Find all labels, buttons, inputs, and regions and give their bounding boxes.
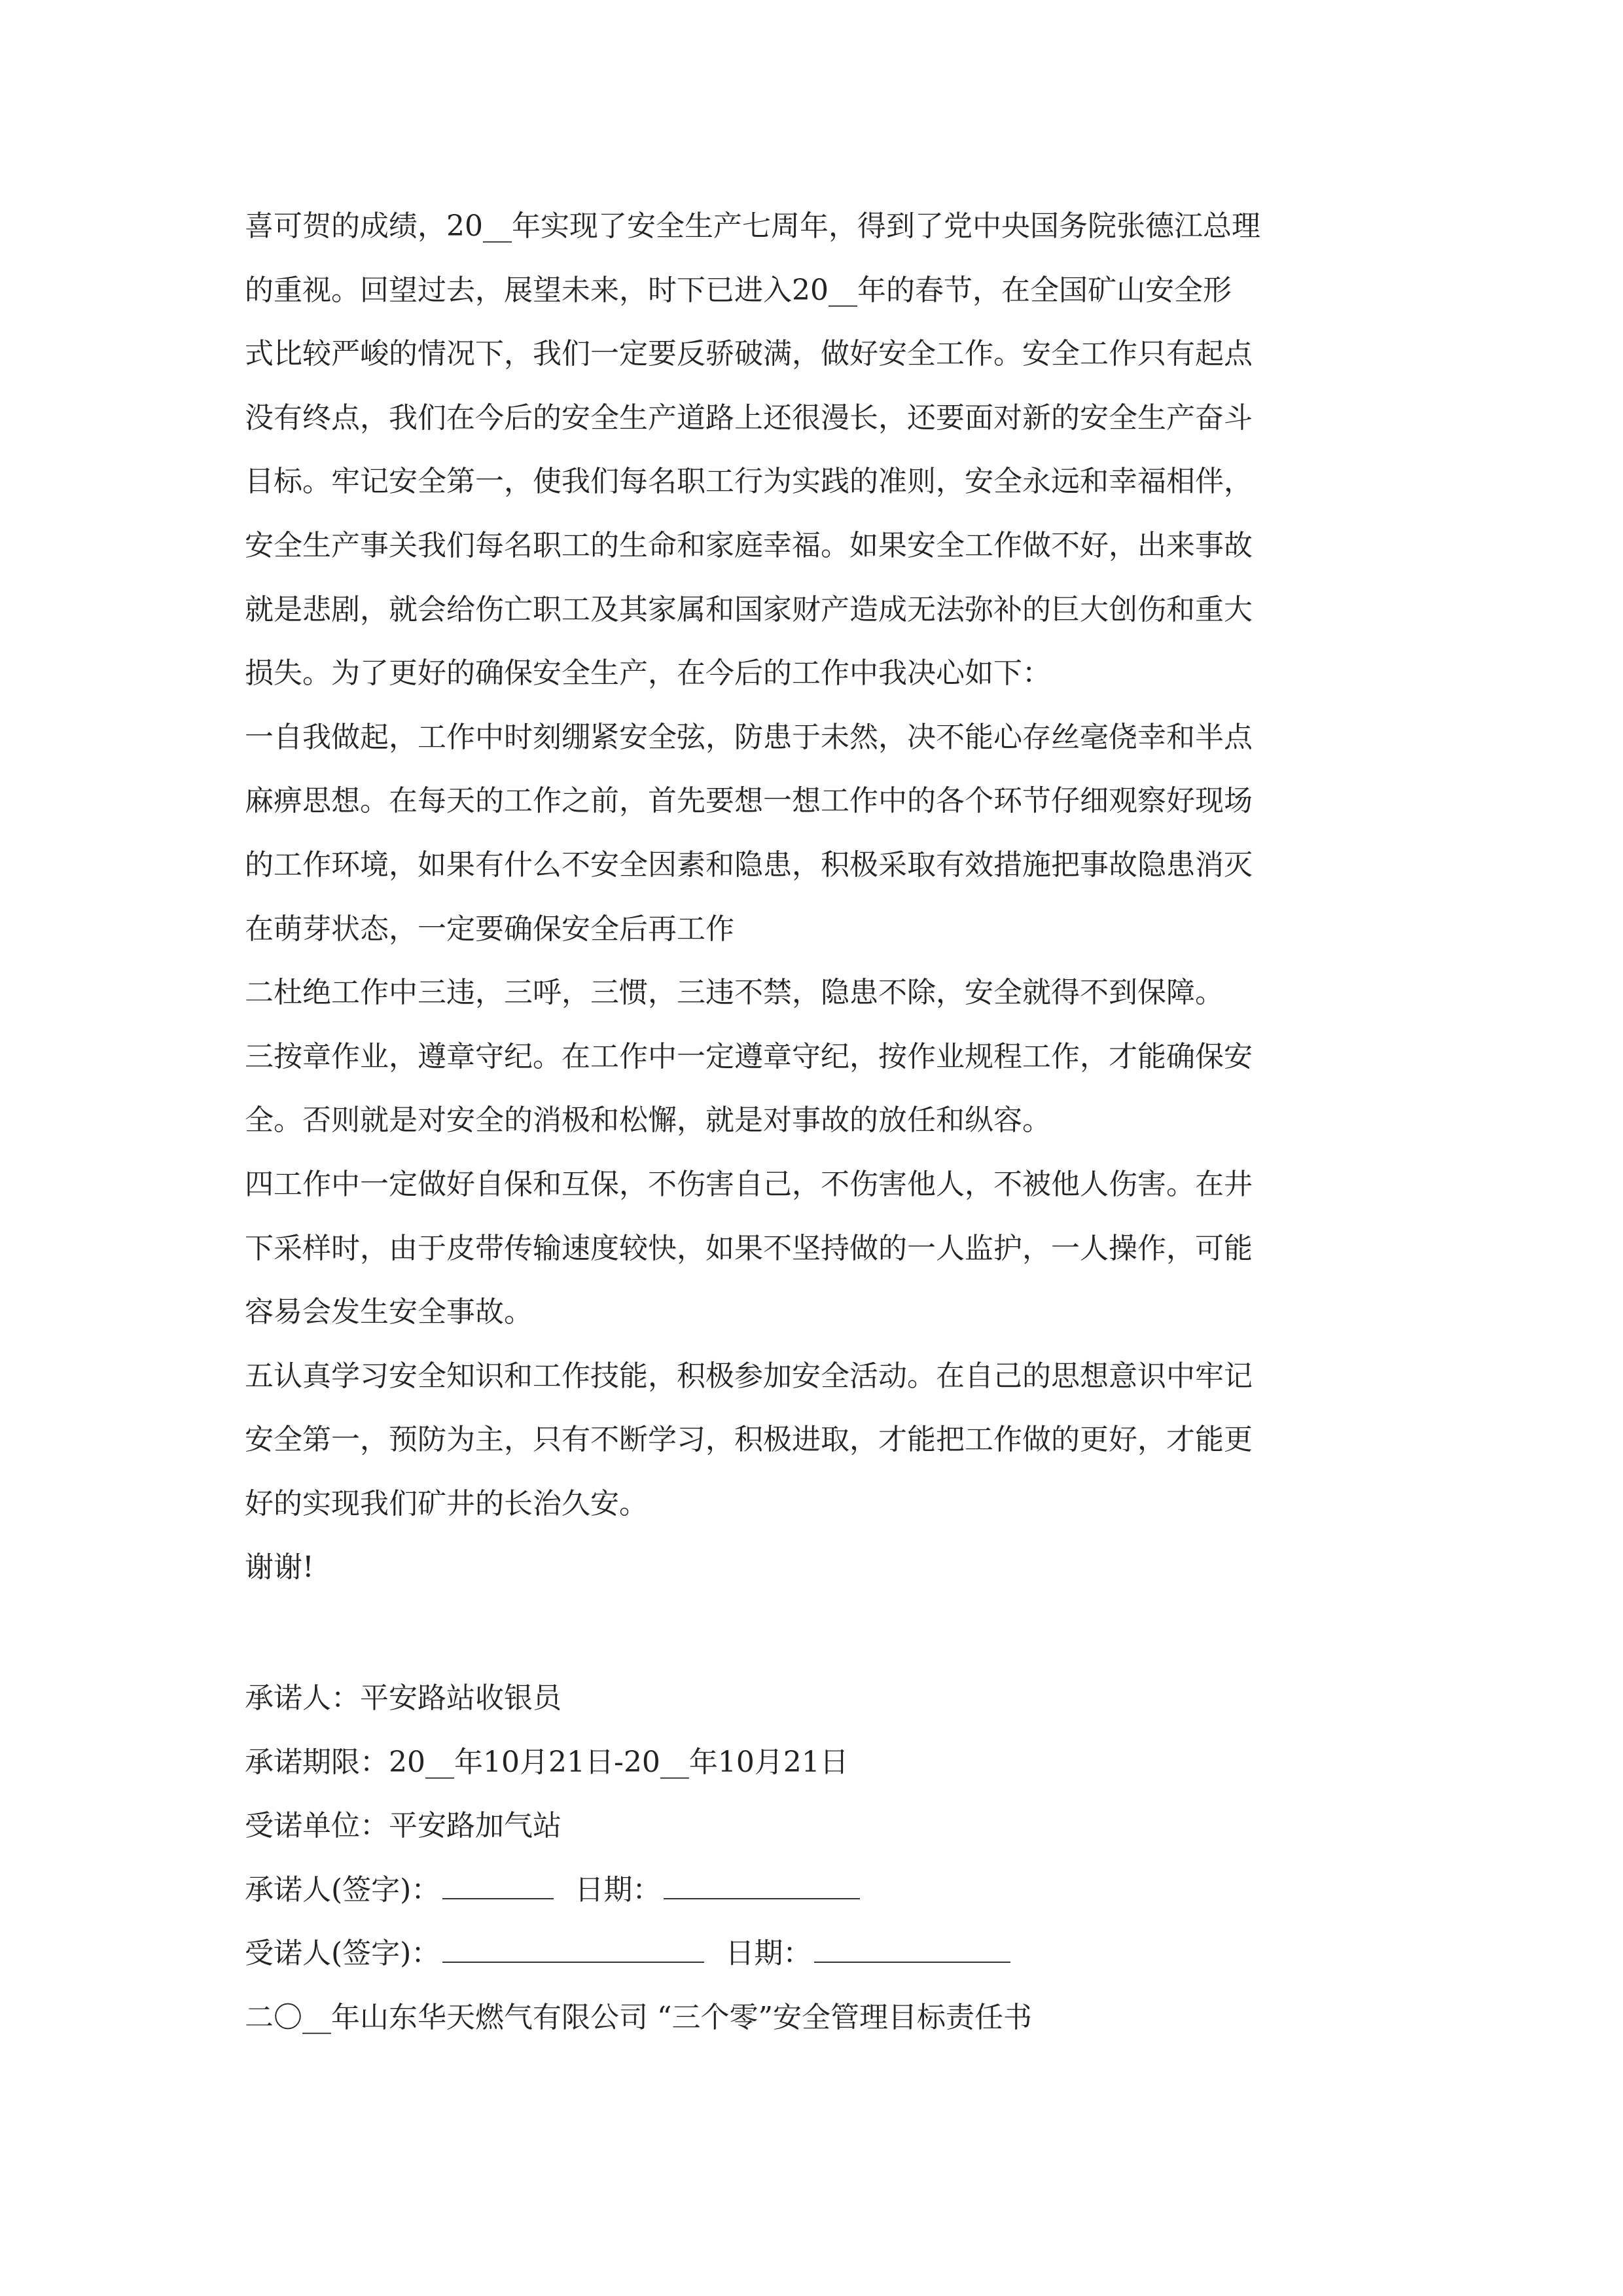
recipient-sign-label: 受诺人(签字)： — [245, 1937, 440, 1971]
body-line: 四工作中一定做好自保和互保，不伤害自己，不伤害他人，不被他人伤害。在井 — [245, 1167, 1253, 1201]
period-line: 承诺期限：20__年10月21日-20__年10月21日 — [245, 1745, 849, 1779]
promisor-signature-blank — [442, 1872, 554, 1899]
promisor-sign-label: 承诺人(签字)： — [245, 1873, 440, 1907]
promisor-signature-line — [245, 1858, 1397, 1922]
body-line: 的工作环境，如果有什么不安全因素和隐患，积极采取有效措施把事故隐患消灭 — [245, 848, 1253, 882]
next-document-title: 二〇__年山东华天燃气有限公司 “三个零”安全管理目标责任书 — [245, 2000, 1032, 2034]
date-label: 日期： — [725, 1937, 812, 1971]
promisor-date-blank — [664, 1872, 860, 1899]
recipient-date-blank — [814, 1935, 1010, 1963]
body-line: 没有终点，我们在今后的安全生产道路上还很漫长，还要面对新的安全生产奋斗 — [245, 401, 1253, 435]
body-line: 式比较严峻的情况下，我们一定要反骄破满，做好安全工作。安全工作只有起点 — [245, 337, 1253, 371]
body-line: 二杜绝工作中三违，三呼，三惯，三违不禁，隐患不除，安全就得不到保障。 — [245, 976, 1224, 1010]
body-line: 就是悲剧，就会给伤亡职工及其家属和国家财产造成无法弥补的巨大创伤和重大 — [245, 592, 1253, 626]
promisor-line: 承诺人：平安路站收银员 — [245, 1681, 562, 1715]
body-line: 好的实现我们矿井的长治久安。 — [245, 1486, 648, 1520]
recipient-signature-line — [245, 1922, 1397, 1986]
thanks-line: 谢谢! — [245, 1551, 314, 1585]
commitment-body — [245, 194, 1397, 1600]
recipient-signature-blank — [442, 1935, 704, 1963]
body-line: 安全生产事关我们每名职工的生命和家庭幸福。如果安全工作做不好，出来事故 — [245, 528, 1253, 562]
body-line: 一自我做起，工作中时刻绷紧安全弦，防患于未然，决不能心存丝毫侥幸和半点 — [245, 720, 1253, 754]
date-label: 日期： — [575, 1873, 662, 1907]
body-line: 的重视。回望过去，展望未来，时下已进入20__年的春节，在全国矿山安全形 — [245, 273, 1232, 307]
body-line: 安全第一，预防为主，只有不断学习，积极进取，才能把工作做的更好，才能更 — [245, 1423, 1253, 1457]
body-line: 容易会发生安全事故。 — [245, 1295, 533, 1329]
body-line: 喜可贺的成绩，20__年实现了安全生产七周年，得到了党中央国务院张德江总理 — [245, 209, 1260, 243]
recipient-unit-line: 受诺单位：平安路加气站 — [245, 1809, 562, 1843]
body-line: 麻痹思想。在每天的工作之前，首先要想一想工作中的各个环节仔细观察好现场 — [245, 784, 1253, 818]
body-line: 损失。为了更好的确保安全生产，在今后的工作中我决心如下： — [245, 656, 1051, 691]
signature-block — [245, 1666, 1397, 2050]
body-line: 在萌芽状态，一定要确保安全后再工作 — [245, 912, 734, 946]
body-line: 五认真学习安全知识和工作技能，积极参加安全活动。在自己的思想意识中牢记 — [245, 1359, 1253, 1393]
body-line: 全。否则就是对安全的消极和松懈，就是对事故的放任和纵容。 — [245, 1103, 1051, 1138]
body-line: 目标。牢记安全第一，使我们每名职工行为实践的准则，安全永远和幸福相伴， — [245, 465, 1253, 499]
body-line: 下采样时，由于皮带传输速度较快，如果不坚持做的一人监护，一人操作，可能 — [245, 1231, 1253, 1265]
body-line: 三按章作业，遵章守纪。在工作中一定遵章守纪，按作业规程工作，才能确保安 — [245, 1039, 1253, 1073]
